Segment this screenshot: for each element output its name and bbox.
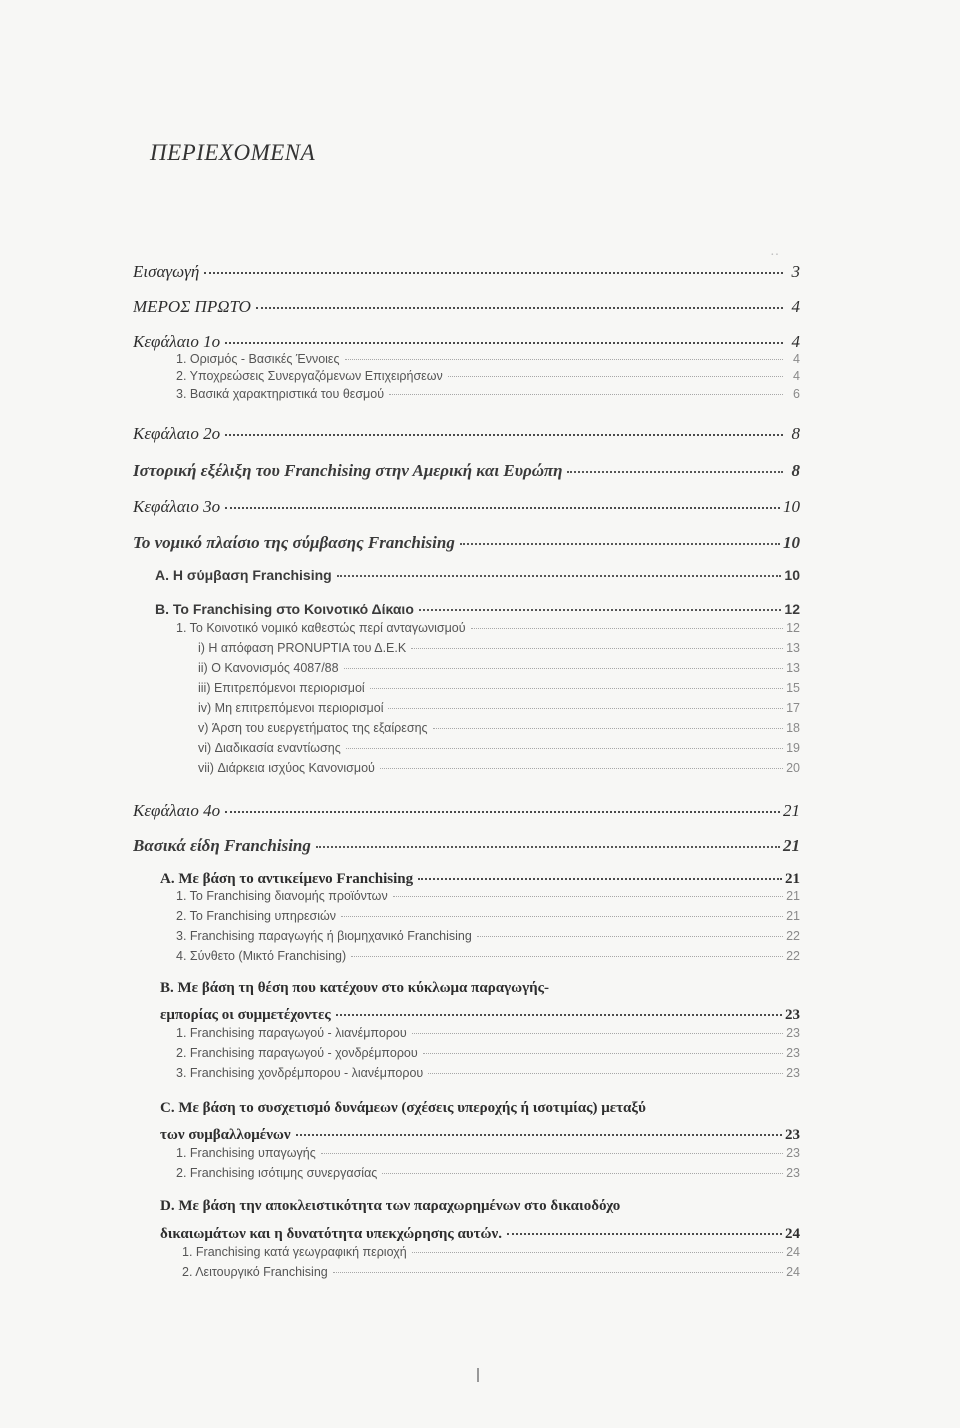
toc-entry[interactable]: Βασικά είδη Franchising 21 xyxy=(133,832,800,856)
toc-entry[interactable]: Κεφάλαιο 2ο 8 xyxy=(133,420,800,444)
toc-entry[interactable]: v) Άρση του ευεργετήματος της εξαίρεσης 18 xyxy=(198,718,800,735)
dot-leader xyxy=(389,384,783,395)
dot-leader xyxy=(433,718,783,729)
toc-entry[interactable]: 2. Λειτουργικό Franchising 24 xyxy=(182,1262,800,1279)
toc-entry[interactable]: 2. Το Franchising υπηρεσιών 21 xyxy=(176,906,800,923)
toc-entry[interactable]: 3. Βασικά χαρακτηριστικά του θεσμού 6 xyxy=(176,384,800,401)
toc-entry[interactable]: 1. Franchising κατά γεωγραφική περιοχή 24 xyxy=(182,1242,800,1259)
dot-leader xyxy=(351,946,783,957)
dot-leader xyxy=(388,698,783,709)
dot-leader xyxy=(393,886,783,897)
dot-leader xyxy=(428,1063,783,1074)
toc-entry[interactable]: A. Με βάση το αντικείμενο Franchising 21 xyxy=(160,866,800,888)
toc-entry[interactable]: 1. Franchising υπαγωγής 23 xyxy=(176,1143,800,1160)
toc-entry[interactable]: vi) Διαδικασία εναντίωσης 19 xyxy=(198,738,800,755)
dot-leader xyxy=(296,1122,782,1136)
dot-leader xyxy=(460,529,780,545)
dot-leader xyxy=(411,638,783,649)
toc-entry[interactable]: εμπορίας οι συμμετέχοντες 23 xyxy=(160,1002,800,1024)
dot-leader xyxy=(448,366,783,377)
toc-entry[interactable]: 1. Το Κοινοτικό νομικό καθεστώς περί ανταγωνισμού 12 xyxy=(176,618,800,635)
toc-entry[interactable]: Το νομικό πλαίσιο της σύμβασης Franchising 10 xyxy=(133,529,800,553)
toc-entry[interactable]: 3. Franchising παραγωγής ή βιομηχανικό Franchising 22 xyxy=(176,926,800,943)
toc-entry-heading: D. Με βάση την αποκλειστικότητα των παραχωρημένων στο δικαιοδόχο xyxy=(160,1198,621,1214)
dot-leader xyxy=(477,926,783,937)
toc-entry[interactable]: Κεφάλαιο 1ο 4 xyxy=(133,328,800,352)
toc-entry[interactable]: Ιστορική εξέλιξη του Franchising στην Αμερική και Ευρώπη 8 xyxy=(133,457,800,481)
dot-leader xyxy=(256,293,783,309)
dot-leader xyxy=(418,866,782,880)
toc-entry[interactable]: 4. Σύνθετο (Μικτό Franchising) 22 xyxy=(176,946,800,963)
dot-leader xyxy=(412,1023,783,1034)
dot-leader xyxy=(341,906,783,917)
dot-leader xyxy=(419,598,782,611)
dot-leader xyxy=(380,758,783,769)
toc-entry[interactable]: δικαιωμάτων και η δυνατότητα υπεκχώρησης αυτών. 24 xyxy=(160,1221,800,1243)
dot-leader xyxy=(225,797,780,813)
dot-leader xyxy=(423,1043,783,1054)
dot-leader xyxy=(204,258,783,274)
toc-entry[interactable]: 1. Το Franchising διανομής προϊόντων 21 xyxy=(176,886,800,903)
toc-entry[interactable]: 2. Υποχρεώσεις Συνεργαζόμενων Επιχειρήσεων 4 xyxy=(176,366,800,383)
toc-entry[interactable]: iii) Επιτρεπόμενοι περιορισμοί 15 xyxy=(198,678,800,695)
toc-entry[interactable]: ii) Ο Κανονισμός 4087/88 13 xyxy=(198,658,800,675)
toc-entry[interactable]: B. Το Franchising στο Κοινοτικό Δίκαιο 12 xyxy=(155,598,800,617)
toc-entry[interactable]: 2. Franchising ισότιμης συνεργασίας 23 xyxy=(176,1163,800,1180)
toc-entry[interactable]: i) Η απόφαση PRONUPTIA του Δ.Ε.Κ 13 xyxy=(198,638,800,655)
toc-entry-heading: B. Με βάση τη θέση που κατέχουν στο κύκλωμα παραγωγής- xyxy=(160,980,549,996)
scan-smudge: ·· xyxy=(770,248,780,263)
page-title: ΠΕΡΙΕΧΟΜΕΝΑ xyxy=(150,140,316,165)
dot-leader xyxy=(471,618,783,629)
dot-leader xyxy=(507,1221,782,1235)
toc-entry[interactable]: 1. Ορισμός - Βασικές Έννοιες 4 xyxy=(176,349,800,366)
dot-leader xyxy=(225,328,783,344)
dot-leader xyxy=(225,420,783,436)
toc-entry[interactable]: 2. Franchising παραγωγού - χονδρέμπορου 23 xyxy=(176,1043,800,1060)
dot-leader xyxy=(225,493,780,509)
toc-entry[interactable]: Κεφάλαιο 4ο 21 xyxy=(133,797,800,821)
dot-leader xyxy=(316,832,780,848)
dot-leader xyxy=(333,1262,783,1273)
dot-leader xyxy=(345,349,783,360)
toc-entry[interactable]: vii) Διάρκεια ισχύος Κανονισμού 20 xyxy=(198,758,800,775)
toc-entry[interactable]: 3. Franchising χονδρέμπορου - λιανέμπορου 23 xyxy=(176,1063,800,1080)
toc-entry[interactable]: 1. Franchising παραγωγού - λιανέμπορου 23 xyxy=(176,1023,800,1040)
toc-entry-heading: C. Με βάση το συσχετισμό δυνάμεων (σχέσεις υπεροχής ή ισοτιμίας) μεταξύ xyxy=(160,1100,646,1116)
toc-entry[interactable]: ΜΕΡΟΣ ΠΡΩΤΟ 4 xyxy=(133,293,800,317)
toc-entry[interactable]: A. Η σύμβαση Franchising 10 xyxy=(155,564,800,583)
dot-leader xyxy=(412,1242,783,1253)
toc-entry[interactable]: Εισαγωγή 3 xyxy=(133,258,800,282)
dot-leader xyxy=(346,738,783,749)
dot-leader xyxy=(382,1163,783,1174)
dot-leader xyxy=(344,658,783,669)
dot-leader xyxy=(567,457,783,473)
dot-leader xyxy=(337,564,782,577)
toc-entry[interactable]: Κεφάλαιο 3ο 10 xyxy=(133,493,800,517)
page-mark xyxy=(477,1368,479,1382)
dot-leader xyxy=(370,678,783,689)
toc-entry[interactable]: iv) Μη επιτρεπόμενοι περιορισμοί 17 xyxy=(198,698,800,715)
toc-entry[interactable]: των συμβαλλομένων 23 xyxy=(160,1122,800,1144)
dot-leader xyxy=(321,1143,783,1154)
dot-leader xyxy=(336,1002,782,1016)
